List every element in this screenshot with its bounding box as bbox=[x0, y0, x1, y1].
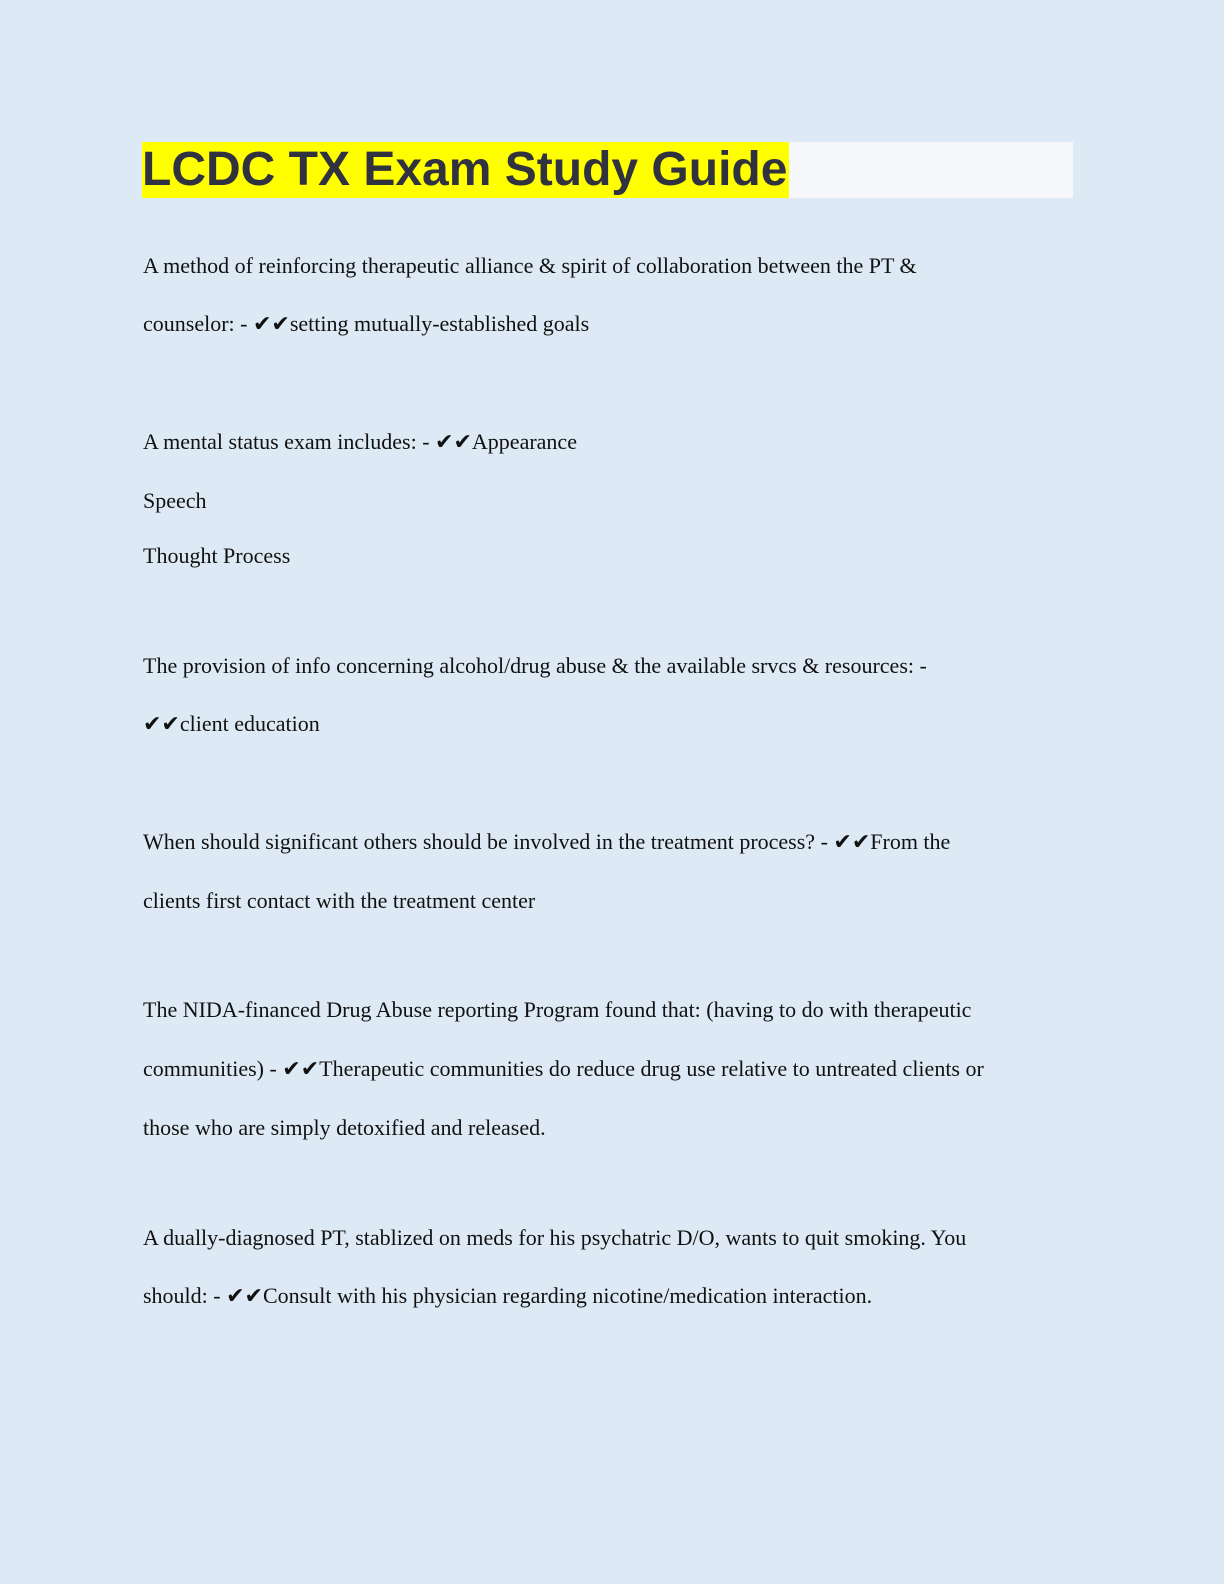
card-2-line-2: Speech bbox=[143, 488, 207, 513]
card-4-line-2: clients first contact with the treatment center bbox=[143, 888, 536, 913]
card-4-line-1: When should significant others should be involved in the treatment process? - ✔✔From the bbox=[143, 829, 951, 854]
card-1-line-1: A method of reinforcing therapeutic alliance & spirit of collaboration between the PT & bbox=[143, 253, 917, 278]
card-5-line-2: communities) - ✔✔Therapeutic communities do reduce drug use relative to untreated clients or bbox=[143, 1056, 984, 1081]
card-3-line-1: The provision of info concerning alcohol/drug abuse & the available srvcs & resources: - bbox=[143, 653, 927, 678]
card-5-line-3: those who are simply detoxified and released. bbox=[143, 1115, 546, 1140]
page-title: LCDC TX Exam Study Guide bbox=[142, 143, 788, 196]
card-6-line-2: should: - ✔✔Consult with his physician regarding nicotine/medication interaction. bbox=[143, 1283, 873, 1308]
card-3-line-2: ✔✔client education bbox=[143, 711, 320, 736]
card-2-line-1: A mental status exam includes: - ✔✔Appearance bbox=[143, 429, 577, 454]
card-2-line-3: Thought Process bbox=[143, 543, 291, 568]
card-5-line-1: The NIDA-financed Drug Abuse reporting Program found that: (having to do with therapeutic bbox=[143, 997, 972, 1022]
card-1-line-2: counselor: - ✔✔setting mutually-established goals bbox=[143, 311, 590, 336]
card-6-line-1: A dually-diagnosed PT, stablized on meds for his psychatric D/O, wants to quit smoking. You bbox=[143, 1225, 967, 1250]
